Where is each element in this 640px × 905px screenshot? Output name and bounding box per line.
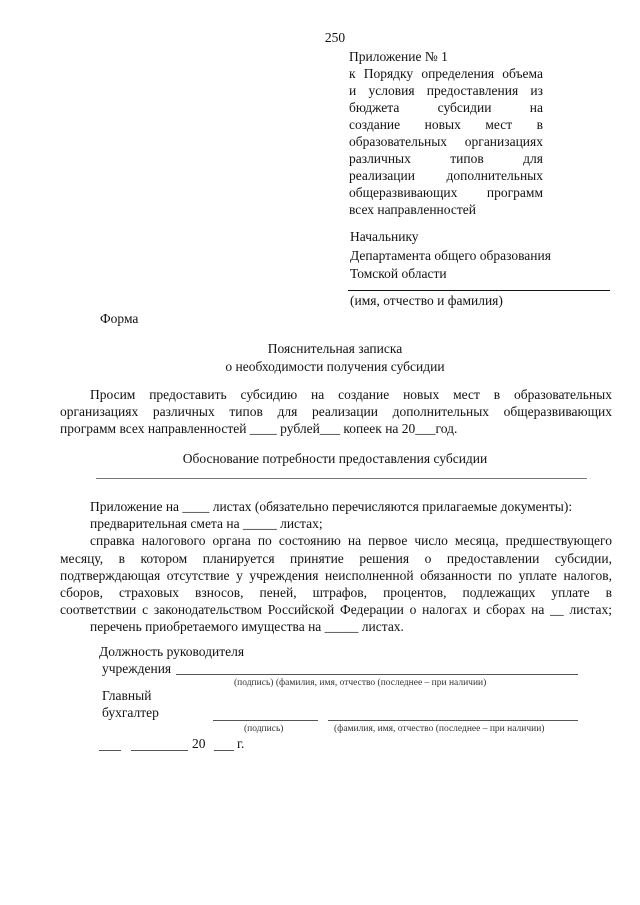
appendix-line: всех направленностей xyxy=(349,202,476,217)
appendix-line: реализации дополнительных xyxy=(349,168,543,183)
appendix-title: Приложение № 1 xyxy=(349,49,448,64)
addressee-block xyxy=(350,228,551,284)
date-year-prefix: 20 xyxy=(192,736,206,751)
attachments-intro: Приложение на ____ листах (обязательно перечисляются прилагаемые документы): xyxy=(90,499,573,514)
appendix-line: общеразвивающих программ xyxy=(349,185,543,200)
note-title-line: о необходимости получения субсидии xyxy=(225,359,445,374)
form-label: Форма xyxy=(100,311,139,326)
page-number: 250 xyxy=(324,30,346,45)
accountant-name-line xyxy=(328,720,578,721)
request-line: Просим предоставить субсидию на создание новых мест в образовательных xyxy=(90,387,612,402)
accountant-label: Главный xyxy=(102,688,152,703)
addressee-line: Департамента общего образования xyxy=(350,247,551,263)
appendix-line: образовательных организациях xyxy=(349,134,543,149)
addressee-line: Томской области xyxy=(350,266,447,281)
addressee-caption: (имя, отчество и фамилия) xyxy=(350,293,503,308)
justification-line xyxy=(96,478,587,479)
head-signature-line xyxy=(176,674,578,675)
date-year-line xyxy=(214,750,234,751)
justification-title: Обоснование потребности предоставления субсидии xyxy=(182,451,488,466)
accountant-name-caption: (фамилия, имя, отчество (последнее – при наличии) xyxy=(334,724,545,734)
appendix-line: и условия предоставления из xyxy=(349,83,543,98)
attachment-tax: подтверждающая отсутствие у учреждения неисполненной обязанности по уплате налогов, xyxy=(60,567,612,583)
date-year-suffix: г. xyxy=(237,736,245,751)
request-line: программ всех направленностей ____ рублей___ копеек на 20___год. xyxy=(60,421,458,437)
date-month-line xyxy=(131,750,188,751)
date-day-line xyxy=(99,750,121,751)
request-paragraph xyxy=(60,386,612,438)
appendix-line: различных типов для xyxy=(349,151,543,166)
attachment-tax: соответствии с законодательством Российской Федерации о налогах и сборах на __ листах; xyxy=(60,602,612,618)
note-title xyxy=(0,340,640,376)
head-position-label: Должность руководителя xyxy=(99,644,245,659)
accountant-signature-caption: (подпись) xyxy=(244,724,284,734)
accountant-label: бухгалтер xyxy=(102,705,159,720)
attachment-tax: сборов, страховых взносов, пеней, штрафов, процентов, подлежащих уплате в xyxy=(60,585,612,601)
attachment-estimate: предварительная смета на _____ листах; xyxy=(90,516,323,532)
note-title-line: Пояснительная записка xyxy=(267,341,403,356)
addressee-fio-line xyxy=(348,290,610,291)
attachment-tax: справка налогового органа по состоянию на первое число месяца, предшествующего xyxy=(90,533,612,549)
addressee-line: Начальнику xyxy=(350,229,419,244)
head-institution-label: учреждения xyxy=(102,661,172,676)
appendix-line: бюджета субсидии на xyxy=(349,100,543,115)
accountant-signature-line xyxy=(213,720,318,721)
attachment-tax: месяцу, в котором планируется принятие решения о предоставлении субсидии, xyxy=(60,550,612,566)
head-signature-caption: (подпись) (фамилия, имя, отчество (последнее – при наличии) xyxy=(234,678,487,688)
attachment-property: перечень приобретаемого имущества на _____ листах. xyxy=(90,619,404,635)
appendix-line: к Порядку определения объема xyxy=(349,66,543,81)
attachments-paragraph xyxy=(60,498,612,636)
appendix-line: создание новых мест в xyxy=(349,117,543,132)
request-line: организациях различных типов для реализации дополнительных общеразвивающих xyxy=(60,404,612,420)
appendix-block xyxy=(349,48,543,218)
